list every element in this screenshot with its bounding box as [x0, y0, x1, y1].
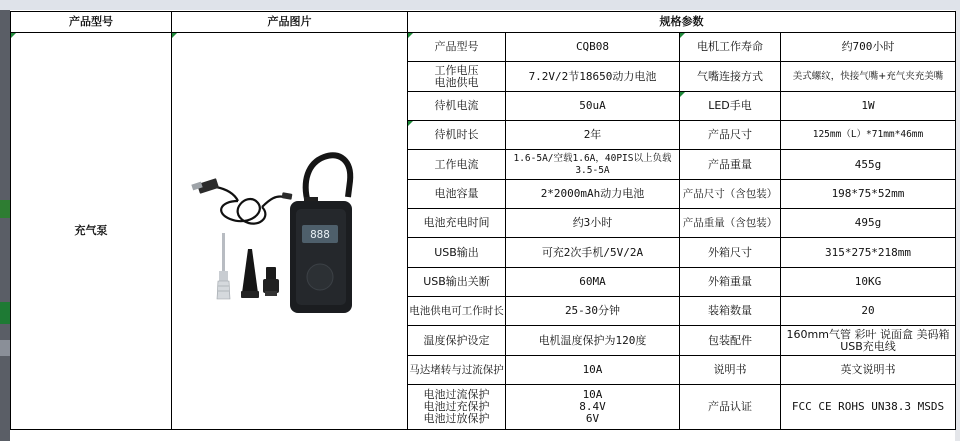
pump-display-readout: 888 [309, 228, 330, 241]
spec-label: 温度保护设定 [408, 326, 506, 356]
spec-label: 待机时长 [408, 121, 506, 150]
spec-value: 160mm气管 彩叶 说面盒 美码箱 USB充电线 [781, 326, 956, 356]
spec-value: 英文说明书 [781, 356, 956, 385]
spec-row [11, 33, 956, 62]
spec-value: 10A [506, 356, 680, 385]
spec-label: USB输出 [408, 238, 506, 268]
spec-label: 外箱尺寸 [680, 238, 781, 268]
spec-value: 可充2次手机/5V/2A [506, 238, 680, 268]
spec-value: 198*75*52mm [781, 180, 956, 209]
spec-label: 电池供电可工作时长 [408, 297, 506, 326]
spec-table [10, 11, 956, 430]
spec-value: 315*275*218mm [781, 238, 956, 268]
spec-value: 20 [781, 297, 956, 326]
spec-value-line: 10A [582, 388, 603, 401]
spec-value: 1.6-5A/空载1.6A，40PIS以上负载3.5-5A [506, 150, 680, 180]
spec-value: 455g [781, 150, 956, 180]
cone-nozzle-icon [241, 249, 259, 298]
side-marker-green [0, 200, 10, 218]
spec-label-line: 电池过充保护 [423, 400, 490, 413]
spec-value: 125mm（L）*71mm*46mm [781, 121, 956, 150]
spec-label-line: 电池过流保护 [423, 388, 490, 401]
spec-label: USB输出关断 [408, 268, 506, 297]
header-image: 产品图片 [172, 12, 408, 33]
side-marker-gray [0, 340, 10, 356]
spec-value: 50uA [506, 92, 680, 121]
header-spec: 规格参数 [408, 12, 956, 33]
spec-label [408, 385, 506, 430]
spec-label [408, 62, 506, 92]
spec-label: 装箱数量 [680, 297, 781, 326]
window-left-strip [0, 10, 10, 441]
spec-label-line: 工作电压 [434, 63, 479, 77]
spec-label: 电池充电时间 [408, 209, 506, 238]
spec-label-line: 电池过放保护 [423, 412, 490, 425]
spec-label: 工作电流 [408, 150, 506, 180]
spec-value: FCC CE ROHS UN38.3 MSDS [781, 385, 956, 430]
spec-label: 产品认证 [680, 385, 781, 430]
spec-label: 说明书 [680, 356, 781, 385]
spec-value: 1W [781, 92, 956, 121]
spec-label: LED手电 [680, 92, 781, 121]
spec-value: 10KG [781, 268, 956, 297]
spec-label: 产品型号 [408, 33, 506, 62]
needle-adapter-icon [217, 233, 230, 299]
spec-label: 马达堵转与过流保护 [408, 356, 506, 385]
spec-label: 产品尺寸 [680, 121, 781, 150]
air-pump-photo [190, 141, 390, 321]
window-top-strip [0, 0, 960, 10]
spec-label: 气嘴连接方式 [680, 62, 781, 92]
spec-label: 包装配件 [680, 326, 781, 356]
spec-value: 7.2V/2节18650动力电池 [506, 62, 680, 92]
spec-value: 2年 [506, 121, 680, 150]
usb-cable-icon [191, 178, 292, 223]
spec-value: 25-30分钟 [506, 297, 680, 326]
spec-label: 电池容量 [408, 180, 506, 209]
spec-value: 495g [781, 209, 956, 238]
side-marker-green-2 [0, 302, 10, 324]
spec-value-line: 6V [585, 412, 600, 425]
spec-value-line: 8.4V [579, 400, 606, 413]
product-image-cell [172, 33, 408, 430]
spec-value: 电机温度保护为120度 [506, 326, 680, 356]
spec-value: 约3小时 [506, 209, 680, 238]
header-row [11, 12, 956, 33]
spec-value: 美式螺纹，快接气嘴+充气夹充美嘴 [781, 62, 956, 92]
spec-value: 约700小时 [781, 33, 956, 62]
spec-value: 2*2000mAh动力电池 [506, 180, 680, 209]
product-name-cell: 充气泵 [11, 33, 172, 430]
spec-label: 外箱重量 [680, 268, 781, 297]
spec-label: 产品重量（含包装） [680, 209, 781, 238]
spec-label: 产品尺寸（含包装） [680, 180, 781, 209]
spec-label: 待机电流 [408, 92, 506, 121]
spec-label: 产品重量 [680, 150, 781, 180]
spec-value: 60MA [506, 268, 680, 297]
header-model: 产品型号 [11, 12, 172, 33]
spec-value [506, 385, 680, 430]
pump-device-icon [290, 155, 352, 313]
valve-adapter-icon [263, 267, 279, 296]
spec-label-line: 电池供电 [434, 75, 479, 89]
spec-value: CQB08 [506, 33, 680, 62]
spec-label: 电机工作寿命 [680, 33, 781, 62]
